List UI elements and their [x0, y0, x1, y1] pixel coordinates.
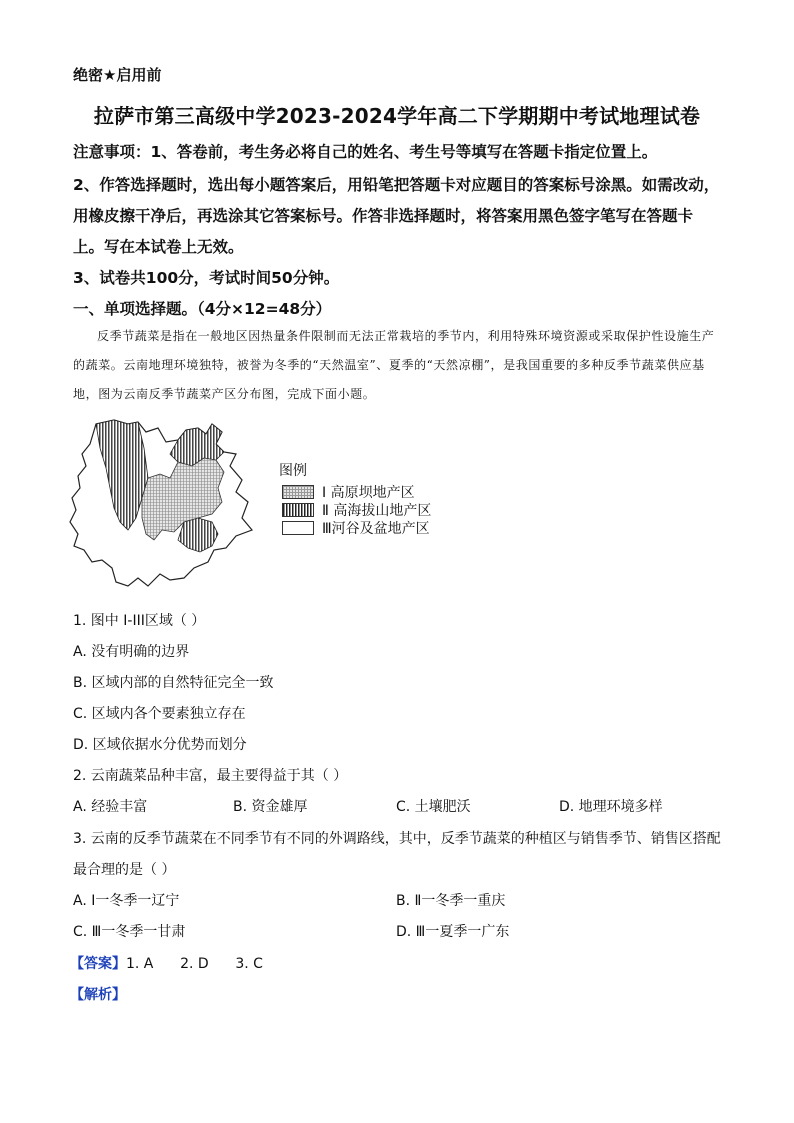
question-3-option-c: C. Ⅲ一冬季一甘肃 [73, 924, 186, 940]
question-1-option-a: A. 没有明确的边界 [73, 644, 190, 660]
intro-paragraph: 反季节蔬菜是指在一般地区因热量条件限制而无法正常栽培的季节内，利用特殊环境资源或采取保护性设施生产的蔬菜。云南地理环境独特，被誉为冬季的“天然温室”、夏季的“天然凉棚”，是我国重要的多种反季节蔬菜供应基地，图为云南反季节蔬菜产区分布图，完成下面小题。 [73, 329, 715, 401]
grid-swatch-icon [282, 485, 314, 499]
section-heading: 一、单项选择题。（4分×12=48分） [73, 300, 332, 318]
legend-title: 图例 [279, 463, 307, 479]
legend-item-region-ii [282, 500, 431, 520]
answer-line [70, 953, 263, 973]
question-3-option-b: B. Ⅱ一冬季一重庆 [396, 893, 506, 909]
question-2-option-d: D. 地理环境多样 [559, 799, 663, 815]
answer-tag: 【答案】 [70, 956, 126, 972]
page-title: 拉萨市第三高级中学2023-2024学年高二下学期期中考试地理试卷 [93, 104, 701, 128]
secret-label: 绝密★启用前 [73, 66, 162, 84]
question-1-option-d: D. 区域依据水分优势而划分 [73, 737, 247, 753]
question-3-stem-line-1: 3. 云南的反季节蔬菜在不同季节有不同的外调路线，其中，反季节蔬菜的种植区与销售季节、销售区搭配 [73, 831, 721, 847]
answer-text: 1. A 2. D 3. C [126, 956, 263, 972]
question-1-stem: 1. 图中 I-III区域（ ） [73, 613, 206, 629]
legend-label: Ⅰ 高原坝地产区 [322, 485, 415, 501]
question-3-option-a: A. Ⅰ一冬季一辽宁 [73, 893, 180, 909]
yunnan-vegetable-region-map [66, 418, 276, 596]
notice-line-1: 注意事项：1、答卷前，考生务必将自己的姓名、考生号等填写在答题卡指定位置上。 [73, 143, 658, 161]
analysis-line [70, 984, 126, 1004]
legend-item-region-i [282, 482, 415, 502]
question-3-option-d: D. Ⅲ一夏季一广东 [396, 924, 510, 940]
blank-swatch-icon [282, 521, 314, 535]
question-2-option-a: A. 经验丰富 [73, 799, 148, 815]
question-1-option-b: B. 区域内部的自然特征完全一致 [73, 675, 274, 691]
notice-line-2: 2、作答选择题时，选出每小题答案后，用铅笔把答题卡对应题目的答案标号涂黑。如需改动， [73, 176, 720, 194]
legend-label: Ⅲ河谷及盆地产区 [322, 521, 430, 537]
notice-line-3: 用橡皮擦干净后，再选涂其它答案标号。作答非选择题时，将答案用黑色签字笔写在答题卡 [73, 207, 694, 225]
notice-line-4: 上。写在本试卷上无效。 [73, 238, 244, 256]
question-2-stem: 2. 云南蔬菜品种丰富，最主要得益于其（ ） [73, 768, 348, 784]
notice-line-5: 3、试卷共100分，考试时间50分钟。 [73, 269, 340, 287]
question-2-option-c: C. 土壤肥沃 [396, 799, 471, 815]
question-2-option-b: B. 资金雄厚 [233, 799, 308, 815]
analysis-tag: 【解析】 [70, 987, 126, 1003]
striped-swatch-icon [282, 503, 314, 517]
question-3-stem-line-2: 最合理的是（ ） [73, 862, 176, 878]
legend-item-region-iii [282, 518, 430, 538]
legend-label: Ⅱ 高海拔山地产区 [322, 503, 432, 519]
question-1-option-c: C. 区域内各个要素独立存在 [73, 706, 246, 722]
